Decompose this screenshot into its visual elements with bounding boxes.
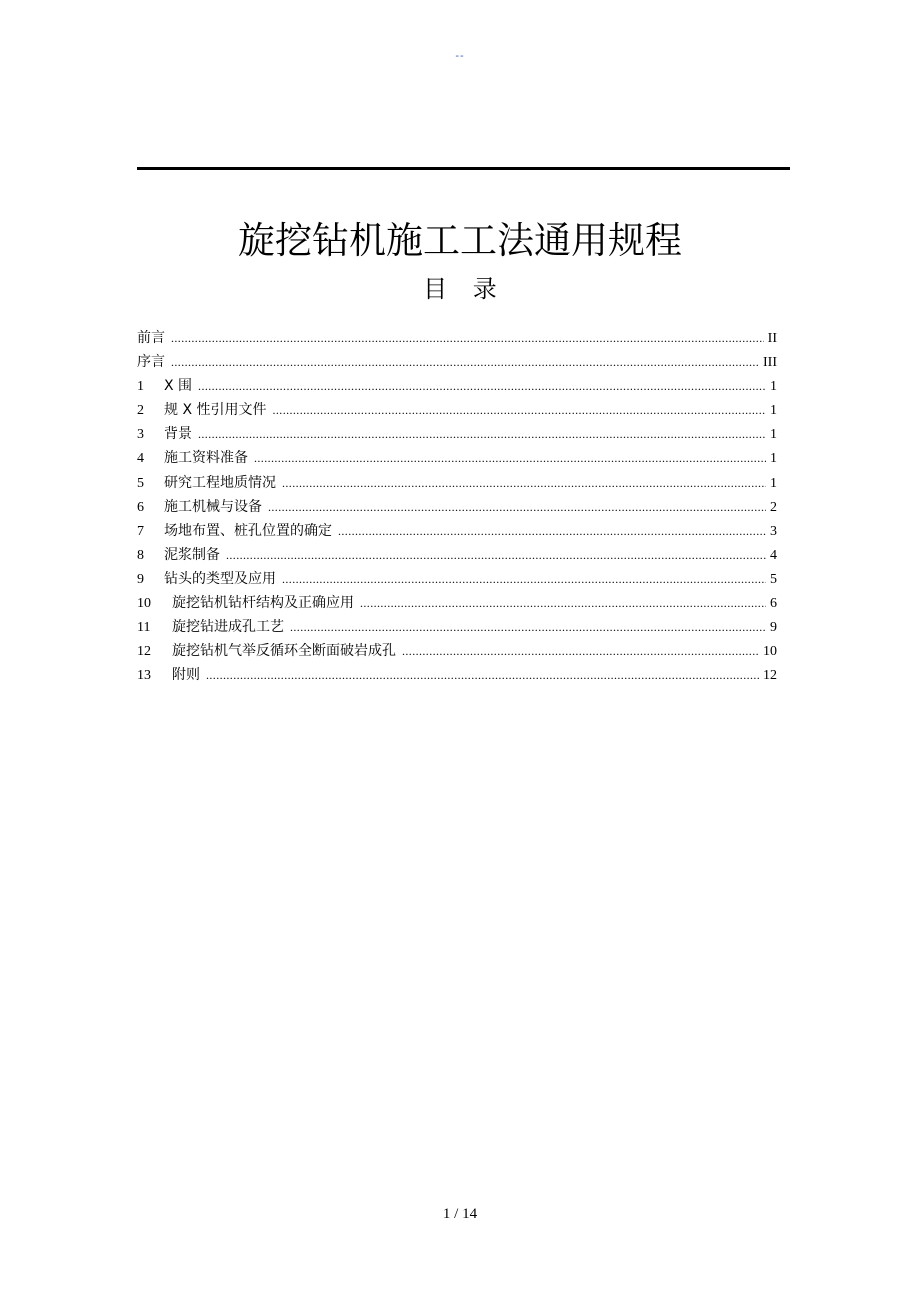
toc-entry-1[interactable] (137, 374, 777, 398)
toc-entry-13[interactable] (137, 663, 777, 687)
toc-entry-page: III (763, 355, 777, 371)
toc-entry-page: 2 (770, 499, 777, 515)
toc-entry-2[interactable] (137, 398, 777, 422)
toc-entry-page: 1 (770, 427, 777, 443)
toc-heading: 目 录 (423, 275, 497, 303)
toc-entry-number: 2 (137, 403, 144, 419)
toc-entry-title: 背景 (164, 426, 192, 443)
toc-entry-title: X 围 (164, 378, 193, 395)
toc-leader-dots (282, 471, 766, 495)
toc-entry-number: 7 (137, 523, 144, 539)
toc-leader-dots (171, 350, 759, 374)
toc-entry-number: 1 (137, 379, 144, 395)
toc-entry-10[interactable] (137, 591, 777, 615)
toc-entry-number: 6 (137, 499, 144, 515)
toc-leader-dots (268, 495, 766, 519)
toc-entry-page: 1 (770, 403, 777, 419)
toc-entry-number: 12 (137, 644, 151, 660)
page-number-footer: 1 / 14 (442, 1206, 478, 1222)
top-rule-divider (137, 167, 790, 170)
toc-entry-foreword[interactable] (137, 350, 777, 374)
toc-entry-title: 钻头的类型及应用 (164, 570, 276, 587)
toc-leader-dots (226, 543, 766, 567)
toc-entry-number: 10 (137, 596, 151, 612)
toc-entry-page: 3 (770, 523, 777, 539)
toc-leader-dots (254, 446, 766, 470)
toc-entry-title: 序言 (137, 354, 165, 371)
toc-entry-4[interactable] (137, 446, 777, 470)
toc-leader-dots (206, 663, 759, 687)
toc-entry-number: 8 (137, 547, 144, 563)
toc-entry-number: 13 (137, 668, 151, 684)
toc-entry-number: 5 (137, 475, 144, 491)
toc-entry-preface[interactable] (137, 326, 777, 350)
toc-entry-page: 1 (770, 451, 777, 467)
toc-leader-dots (338, 519, 766, 543)
toc-entry-9[interactable] (137, 567, 777, 591)
toc-entry-number: 11 (137, 620, 151, 636)
toc-entry-title: 规 X 性引用文件 (164, 402, 267, 419)
toc-leader-dots (198, 374, 766, 398)
toc-entry-page: 4 (770, 547, 777, 563)
toc-entry-title: 旋挖钻进成孔工艺 (172, 619, 284, 636)
toc-entry-title: 旋挖钻机气举反循环全断面破岩成孔 (172, 643, 396, 660)
toc-entry-page: 1 (770, 379, 777, 395)
toc-entry-page: 1 (770, 475, 777, 491)
toc-entry-title: 泥浆制备 (164, 546, 220, 563)
toc-entry-12[interactable] (137, 639, 777, 663)
toc-entry-page: II (767, 331, 777, 346)
toc-entry-title: 旋挖钻机钻杆结构及正确应用 (172, 595, 354, 612)
toc-entry-title: 场地布置、桩孔位置的确定 (164, 522, 332, 539)
toc-entry-title: 研究工程地质情况 (164, 474, 276, 491)
toc-entry-page: 9 (770, 620, 777, 636)
toc-entry-title: 前言 (137, 330, 165, 346)
table-of-contents (137, 326, 777, 687)
toc-leader-dots (360, 591, 766, 615)
toc-leader-dots (171, 326, 764, 350)
toc-entry-page: 10 (763, 644, 777, 660)
toc-leader-dots (290, 615, 766, 639)
toc-entry-number: 3 (137, 427, 144, 443)
toc-leader-dots (273, 398, 767, 422)
header-mark: -- (455, 50, 465, 62)
toc-entry-number: 9 (137, 571, 144, 587)
document-title: 旋挖钻机施工工法通用规程 (238, 218, 682, 262)
toc-entry-title: 附则 (172, 667, 200, 684)
toc-entry-title: 施工机械与设备 (164, 498, 262, 515)
toc-entry-6[interactable] (137, 495, 777, 519)
toc-entry-page: 6 (770, 596, 777, 612)
toc-entry-3[interactable] (137, 422, 777, 446)
toc-entry-8[interactable] (137, 543, 777, 567)
toc-entry-page: 5 (770, 571, 777, 587)
toc-entry-5[interactable] (137, 471, 777, 495)
toc-leader-dots (282, 567, 766, 591)
toc-entry-title: 施工资料准备 (164, 450, 248, 467)
toc-entry-11[interactable] (137, 615, 777, 639)
toc-entry-number: 4 (137, 451, 144, 467)
toc-entry-page: 12 (763, 668, 777, 684)
toc-entry-7[interactable] (137, 519, 777, 543)
toc-leader-dots (402, 639, 759, 663)
toc-leader-dots (198, 422, 766, 446)
